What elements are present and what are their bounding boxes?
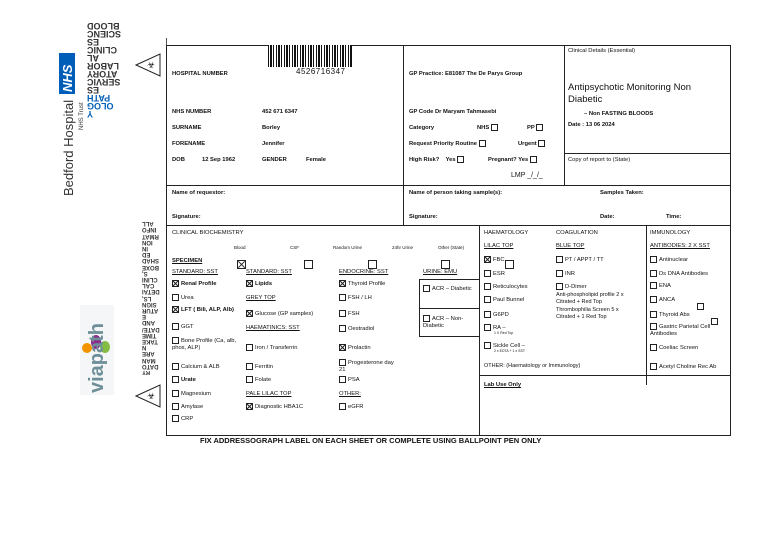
ra-note: 1 X Red Top: [494, 331, 514, 335]
hospital-number-label: HOSPITAL NUMBER: [172, 71, 228, 77]
nhs-number: 452 671 6347: [262, 109, 298, 115]
sickle-cell-item[interactable]: Sickle Cell –: [484, 342, 525, 350]
gastric-parietal-item[interactable]: Gastric Parietal Cell Antibodies: [650, 324, 711, 337]
svg-text:☣: ☣: [147, 392, 156, 402]
glucose-item[interactable]: Glucose (GP samples): [246, 310, 313, 318]
specimen-blood: Blood: [234, 245, 246, 250]
footer-instruction: FIX ADDRESSOGRAPH LABEL ON EACH SHEET OR COMPLETE USING BALLPOINT PEN ONLY: [200, 436, 542, 445]
standard-sst-heading: STANDARD: SST: [172, 269, 218, 275]
requestor-name-label: Name of requestor:: [172, 190, 226, 196]
hospital-name: Bedford Hospital: [61, 99, 76, 196]
sickle-note: 2 x EDTA + 1 x SST: [494, 349, 525, 353]
signature-label: Signature:: [409, 214, 438, 220]
clinical-details-label: Clinical Details (Essential): [568, 48, 636, 54]
specimen-24hr-urine: 24hr Urine: [392, 245, 414, 250]
category-pp[interactable]: PP: [527, 124, 545, 132]
lft-item[interactable]: LFT ( Bili, ALP, Alb): [172, 306, 240, 314]
anti-phospholipid-checkbox[interactable]: [697, 303, 704, 310]
pregnant[interactable]: Pregnant? Yes: [488, 156, 539, 164]
acetyl-choline-item[interactable]: Acetyl Choline Rec Ab: [650, 363, 716, 371]
prolactin-item[interactable]: Prolactin: [339, 344, 371, 352]
haematology-heading: HAEMATOLOGY: [484, 230, 529, 236]
gp-practice: GP Practice: E81087 The De Parys Group: [409, 71, 523, 77]
coeliac-item[interactable]: Coeliac Screen: [650, 344, 698, 352]
time-label: Time:: [666, 214, 682, 220]
specimen-random-urine: Random Urine: [333, 245, 363, 250]
urine-emu-heading: URINE: EMU: [423, 269, 458, 275]
specimen-csf: CSF: [290, 245, 299, 250]
copy-report-label: Copy of report to (State): [568, 157, 631, 163]
forename-label: FORENAME: [172, 141, 206, 147]
folate-item[interactable]: Folate: [246, 376, 271, 384]
ds-dna-item[interactable]: Ds DNA Antibodies: [650, 270, 708, 278]
progesterone-item[interactable]: Progesterone day 21: [339, 360, 394, 373]
thrombophilia-item: Thrombophilia Screen 5 x Citrated + 1 Red Top: [556, 307, 619, 320]
paul-bunnel-item[interactable]: Paul Bunnel: [484, 296, 524, 304]
specimen-other: Other (State): [438, 245, 465, 250]
request-priority[interactable]: Request Priority Routine: [409, 140, 488, 148]
lilac-top-heading: LILAC TOP: [484, 243, 514, 249]
specimen-label: SPECIMEN: [172, 258, 203, 264]
signature-label: Signature:: [172, 214, 201, 220]
amylase-item[interactable]: Amylase: [172, 403, 203, 411]
urate-item[interactable]: Urate: [172, 376, 196, 384]
g6pd-item[interactable]: G6PD: [484, 311, 509, 319]
high-risk[interactable]: High Risk? Yes: [409, 156, 466, 164]
dob: 12 Sep 1962: [202, 157, 236, 163]
antinuclear-item[interactable]: Antinuclear: [650, 256, 688, 264]
pathology-heading: Y OLOG PATH ES SERVIC ATORY LABOR AL CLINIC ES SCIENC BLOOD: [87, 21, 122, 119]
ggt-item[interactable]: GGT: [172, 323, 194, 331]
barcode: [268, 45, 352, 67]
thyroid-abs-item[interactable]: Thyroid Abs: [650, 311, 690, 319]
d-dimer-item[interactable]: D-Dimer: [556, 283, 587, 291]
ena-item[interactable]: ENA: [650, 282, 671, 290]
renal-profile-item[interactable]: Renal Profile: [172, 280, 216, 288]
lmp-field[interactable]: LMP _/_/_: [511, 172, 543, 179]
trust-name: NHS Trust: [79, 102, 85, 130]
surname-label: SURNAME: [172, 125, 202, 131]
other-heading: OTHER:: [339, 391, 361, 397]
gp-code: GP Code Dr Maryam Tahmasebi: [409, 109, 497, 115]
oestradiol-item[interactable]: Oestradiol: [339, 325, 374, 333]
magnesium-item[interactable]: Magnesium: [172, 390, 211, 398]
iron-item[interactable]: Iron / Transferrin: [246, 344, 298, 352]
acr-non-diabetic-item[interactable]: ACR – Non-Diabetic: [423, 316, 464, 330]
psa-item[interactable]: PSA: [339, 376, 360, 384]
csf-checkbox[interactable]: [304, 260, 313, 269]
category-label: Category: [409, 125, 435, 131]
request-date: Date : 13 06 2024: [568, 122, 615, 128]
pt-appt-item[interactable]: PT / APPT / TT: [556, 256, 604, 264]
urea-item[interactable]: Urea: [172, 294, 194, 302]
ferritin-item[interactable]: Ferritin: [246, 363, 273, 371]
dob-label: DOB: [172, 157, 185, 163]
viapath-logo: viapath: [80, 305, 114, 395]
date-label: Date:: [600, 214, 615, 220]
standard-sst-heading-2: STANDARD: SST: [246, 269, 292, 275]
reticulocytes-item[interactable]: Reticulocytes: [484, 283, 527, 291]
lab-use-only: Lab Use Only: [484, 382, 522, 388]
barcode-number: 4526716347: [296, 67, 346, 76]
bone-profile-item[interactable]: Bone Profile (Ca, alb, phos, ALP): [172, 338, 237, 351]
samples-taken-label: Samples Taken:: [600, 190, 644, 196]
biohazard-icon: [134, 52, 162, 78]
esr-item[interactable]: ESR: [484, 270, 505, 278]
lipids-item[interactable]: Lipids: [246, 280, 272, 288]
grey-top-heading: GREY TOP: [246, 295, 276, 301]
forename: Jennifer: [262, 141, 285, 147]
haematinics-heading: HAEMATINICS: SST: [246, 325, 300, 331]
blue-top-heading: BLUE TOP: [556, 243, 585, 249]
endocrine-heading: ENDOCRINE: SST: [339, 269, 389, 275]
crp-item[interactable]: CRP: [172, 415, 193, 423]
surname: Borley: [262, 125, 281, 131]
calcium-item[interactable]: Calcium & ALB: [172, 363, 220, 371]
fasting-status: – Non FASTING BLOODS: [584, 111, 654, 117]
biohazard-icon: [134, 383, 162, 409]
fsh-lh-item[interactable]: FSH / LH: [339, 294, 372, 302]
diagnostic-hba1c-item[interactable]: Diagnostic HBA1C: [246, 403, 303, 411]
pale-lilac-heading: PALE LILAC TOP: [246, 391, 292, 397]
category-nhs[interactable]: NHS: [477, 124, 500, 132]
ra-item[interactable]: RA –: [484, 324, 506, 332]
urgent-option[interactable]: Urgent: [518, 140, 547, 148]
anca-item[interactable]: ANCA: [650, 296, 675, 304]
gender-label: GENDER: [262, 157, 287, 163]
other-specimen-checkbox[interactable]: [505, 260, 514, 269]
anti-phospholipid-item: Anti-phospholipid profile 2 x Citrated + Red Top: [556, 292, 624, 305]
inr-item[interactable]: INR: [556, 270, 575, 278]
coagulation-heading: COAGULATION: [556, 230, 598, 236]
clinical-details-text: Antipsychotic Monitoring Non Diabetic: [568, 82, 692, 105]
acr-diabetic-item[interactable]: ACR – Diabetic: [423, 285, 473, 293]
sampler-name-label: Name of person taking sample(s):: [409, 190, 503, 196]
gender: Female: [306, 157, 326, 163]
fbc-item[interactable]: FBC: [484, 256, 505, 264]
instructions-side-text: RY DATO MAN ARE N TAKE TIME DATE/ AND E ATUR SIGN LS, DETAI CAL CLINI S, BOXE SHAD ED IN ION RMAT INFO ALL: [142, 220, 160, 375]
svg-text:☣: ☣: [147, 61, 156, 71]
thyroid-profile-item[interactable]: Thyroid Profile: [339, 280, 385, 288]
nhs-number-label: NHS NUMBER: [172, 109, 212, 115]
biochem-heading: CLINICAL BIOCHEMISTRY: [172, 230, 244, 236]
fsh-item[interactable]: FSH: [339, 310, 360, 318]
other-haem-note: OTHER: (Haematology or Immunology): [484, 363, 581, 369]
immunology-heading: IMMUNOLOGY: [650, 230, 691, 236]
blood-checkbox[interactable]: [237, 260, 246, 269]
antibodies-heading: ANTIBODIES: 2 X SST: [650, 243, 710, 249]
egfr-item[interactable]: eGFR: [339, 403, 363, 411]
nhs-logo: NHS: [59, 53, 75, 94]
